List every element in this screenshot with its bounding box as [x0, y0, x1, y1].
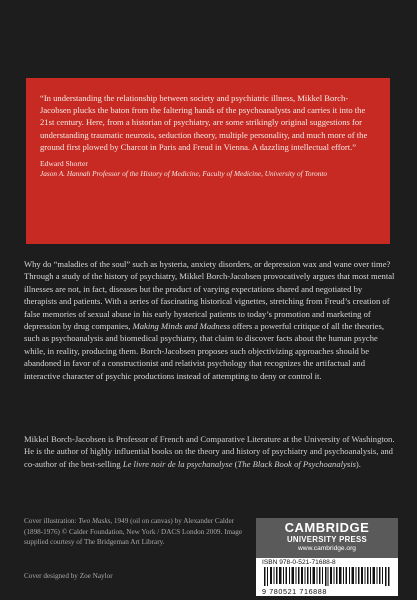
- description-part-2: offers a powerful critique of all the theories, such as psychoanalysis and biomedical psychiatry, that claim to discover facts about the human psyche while, in reality, producing them. Borch-Jacobsen proposes such objectivizing approaches should be abandoned in favor of a constructionist and relativist psychology that recognizes the artifactual and interactive character of psychic productions instead of attempting to deny or control it.: [24, 321, 384, 381]
- isbn-label: ISBN 978-0-521-71688-8: [262, 559, 336, 566]
- cover-credit-rest: , 1949 (oil on canvas) by Alexander Calder (1898-1976) © Calder Foundation, New York / DACS London 2009. Image supplied courtesy of The Bridgeman Art Library.: [24, 517, 243, 547]
- barcode-panel: [256, 558, 398, 596]
- cover-artwork-title: Two Masks: [78, 517, 111, 525]
- bio-part-1: Mikkel Borch-Jacobsen is Professor of French and Comparative Literature at the University of Washington. He is the author of highly influential books on the theory and history of psychiatry and psychoanalysis, and co-author of the best-selling: [24, 434, 395, 469]
- barcode-icon: [264, 567, 390, 586]
- description-part-1: Why do “maladies of the soul” such as hysteria, anxiety disorders, or depression wax and wane over time? Through a study of the history of psychiatry, Mikkel Borch-Jacobsen provocatively argues that most mental illnesses are not, in fact, diseases but the product of varying expectations shared and negotiated by therapists and patients. With a series of fascinating historical vignettes, stretching from Freud’s creation of false memories of sexual abuse in his early hysterical patients to today’s promotion and marketing of depression by drug companies,: [24, 259, 395, 332]
- publisher-url: www.cambridge.org: [298, 545, 356, 552]
- bio-part-2: (: [232, 458, 238, 469]
- author-bio: [24, 433, 396, 470]
- bio-part-3: ).: [355, 458, 361, 469]
- endorsement-box: [26, 78, 390, 244]
- description-book-title: Making Minds and Madness: [132, 321, 231, 332]
- cover-illustration-credit: [24, 516, 246, 548]
- book-description: [24, 258, 396, 382]
- publisher-logo: [256, 518, 398, 558]
- bio-book-1: Le livre noir de la psychanalyse: [122, 458, 233, 469]
- endorsement-quote: “In understanding the relationship between society and psychiatric illness, Mikkel Borch-Jacobsen plucks the baton from the faltering hands of the psychoanalysts and carries it into the 21st century. Here, from a historian of psychiatry, are some strikingly original suggestions for understanding traumatic neurosis, seduction theory, multiple personality, and much more of the ground first plowed by Charcot in Paris and Freud in Vienna. A dazzling intellectual effort.”: [40, 93, 368, 152]
- publisher-subtitle: UNIVERSITY PRESS: [286, 535, 368, 544]
- cover-designer-credit: Cover designed by Zoe Naylor: [24, 572, 113, 580]
- cover-credit-prefix: Cover illustration:: [24, 517, 79, 525]
- endorsement-author: Edward Shorter: [40, 159, 88, 169]
- barcode-digits: 9 780521 716888: [262, 587, 327, 596]
- publisher-name: CAMBRIDGE: [284, 520, 370, 535]
- bio-book-2: The Black Book of Psychoanalysis: [237, 458, 356, 469]
- endorsement-author-title: Jason A. Hannah Professor of the History of Medicine, Faculty of Medicine, University of Toronto: [40, 169, 328, 179]
